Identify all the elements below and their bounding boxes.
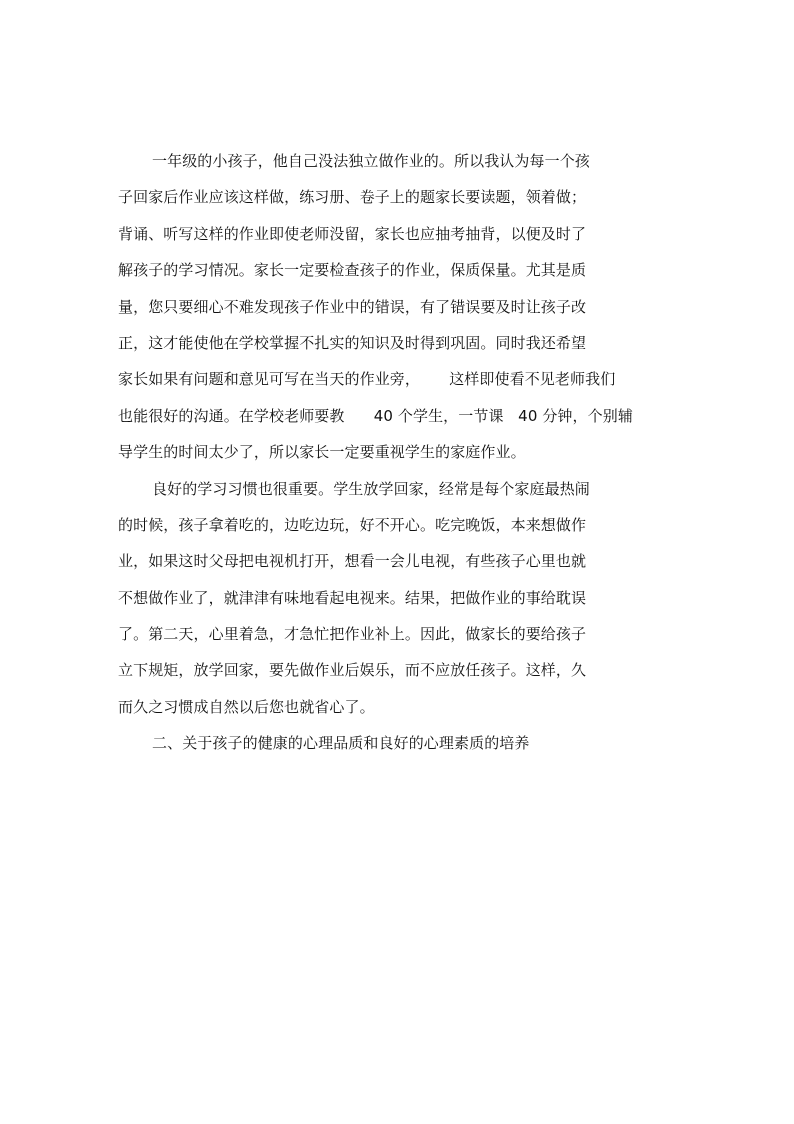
text-line: 了。第二天，心里着急，才急忙把作业补上。因此，做家长的要给孩子 [118,625,587,644]
text-line: 解孩子的学习情况。家长一定要检查孩子的作业，保质保量。尤其是质 [118,261,587,280]
text-line: 良好的学习习惯也很重要。学生放学回家，经常是每个家庭最热闹 [152,479,590,498]
text-line: 背诵、听写这样的作业即使老师没留，家长也应抽考抽背，以便及时了 [118,224,587,243]
text-line: 一年级的小孩子，他自己没法独立做作业的。所以我认为每一个孩 [152,152,590,170]
paragraph-homework [118,143,678,471]
text-line: 家长如果有问题和意见可写在当天的作业旁， 这样即使看不见老师我们 [118,370,616,389]
paragraph-study-habits [118,471,678,726]
text-line: 子回家后作业应该这样做，练习册、卷子上的题家长要读题，领着做； [118,188,587,207]
text-line: 量，您只要细心不难发现孩子作业中的错误，有了错误要及时让孩子改 [118,297,587,316]
text-line: 导学生的时间太少了，所以家长一定要重视学生的家庭作业。 [118,443,526,462]
text-line: 立下规矩，放学回家，要先做作业后娱乐，而不应放任孩子。这样，久 [118,661,587,680]
text-line: 正，这才能使他在学校掌握不扎实的知识及时得到巩固。同时我还希望 [118,333,587,352]
text-line: 不想做作业了，就津津有味地看起电视来。结果，把做作业的事给耽误 [118,588,587,607]
text-line: 的时候，孩子拿着吃的，边吃边玩，好不开心。吃完晚饭，本来想做作 [118,515,587,534]
section-heading [118,725,678,761]
heading-line: 二、关于孩子的健康的心理品质和良好的心理素质的培养 [152,734,530,753]
document-body [118,143,678,762]
text-line: 业，如果这时父母把电视机打开，想看一会儿电视，有些孩子心里也就 [118,552,587,571]
text-line: 而久之习惯成自然以后您也就省心了。 [118,697,375,716]
text-line: 也能很好的沟通。在学校老师要教 40 个学生，一节课 40 分钟，个别辅 [118,406,633,425]
